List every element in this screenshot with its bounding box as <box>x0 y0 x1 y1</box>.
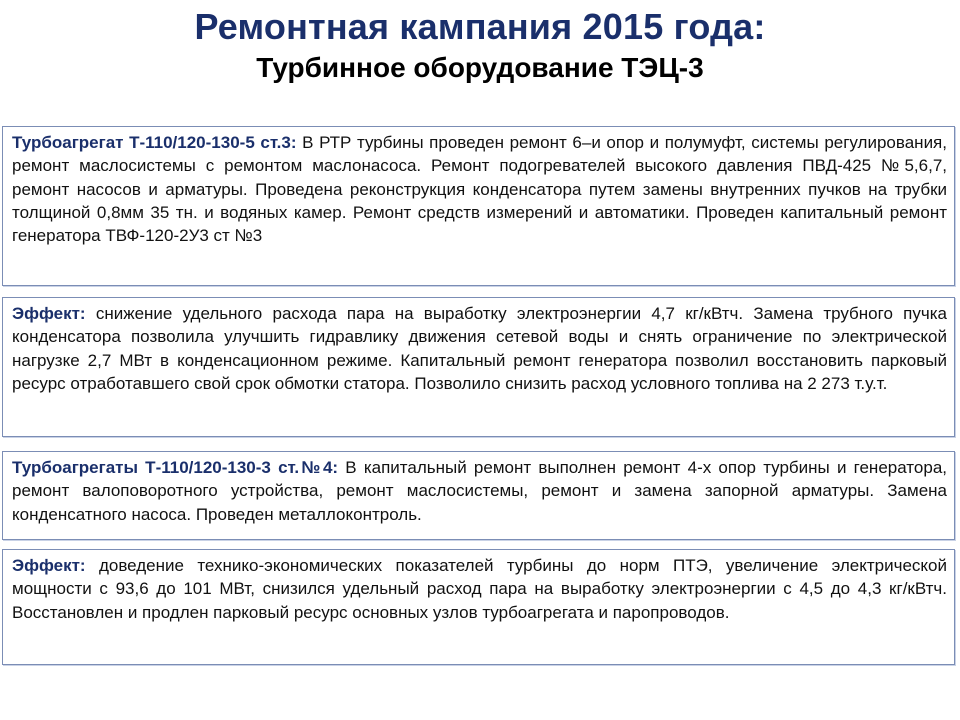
block-body: доведение технико-экономических показателей турбины до норм ПТЭ, увеличение электрической мощности с 93,6 до 101 МВт, снизился удельный расход пара на выработку электроэнергии с 4,5 до 4,3 кг/кВтч. Восстановлен и продлен парковый ресурс основных узлов турбоагрегата и паропроводов. <box>12 556 947 622</box>
text-block-turbine-4 <box>2 451 955 540</box>
block-body: В РТР турбины проведен ремонт 6–и опор и полумуфт, системы регулирования, ремонт маслосистемы с ремонтом маслонасоса. Ремонт подогревателей высокого давления ПВД-425 №5,6,7, ремонт насосов и арматуры. Проведена реконструкция конденсатора путем замены внутренних пучков на трубки толщиной 0,8мм 35 тн. и водяных камер. Ремонт средств измерений и автоматики. Проведен капитальный ремонт генератора ТВФ-120-2У3 ст №3 <box>12 133 947 246</box>
block-body: снижение удельного расхода пара на выработку электроэнергии 4,7 кг/кВтч. Замена трубного пучка конденсатора позволила улучшить гидравлику движения сетевой воды и снять ограничение по электрической нагрузке 2,7 МВт в конденсационном режиме. Капитальный ремонт генератора позволил восстановить парковый ресурс отработавшего свой срок обмотки статора. Позволило снизить расход условного топлива на 2 273 т.у.т. <box>12 304 947 393</box>
block-lead: Эффект: <box>12 304 86 323</box>
page-subtitle: Турбинное оборудование ТЭЦ-3 <box>256 52 704 83</box>
block-lead-separator: : <box>290 133 297 152</box>
text-block-turbine-3 <box>2 126 955 286</box>
text-block-effect-3 <box>2 297 955 437</box>
block-lead: Турбоагрегат Т-110/120-130-5 ст.3 <box>12 133 291 152</box>
text-block-effect-4 <box>2 549 955 665</box>
block-lead: Турбоагрегаты Т-110/120-130-3 ст.№4: <box>12 458 339 477</box>
block-body: В капитальный ремонт выполнен ремонт 4-х опор турбины и генератора, ремонт валоповоротного устройства, ремонт маслосистемы, ремонт и замена запорной арматуры. Замена конденсатного насоса. Проведен металлоконтроль. <box>12 458 947 524</box>
block-lead: Эффект: <box>12 556 86 575</box>
page-title: Ремонтная кампания 2015 года: <box>194 6 766 47</box>
